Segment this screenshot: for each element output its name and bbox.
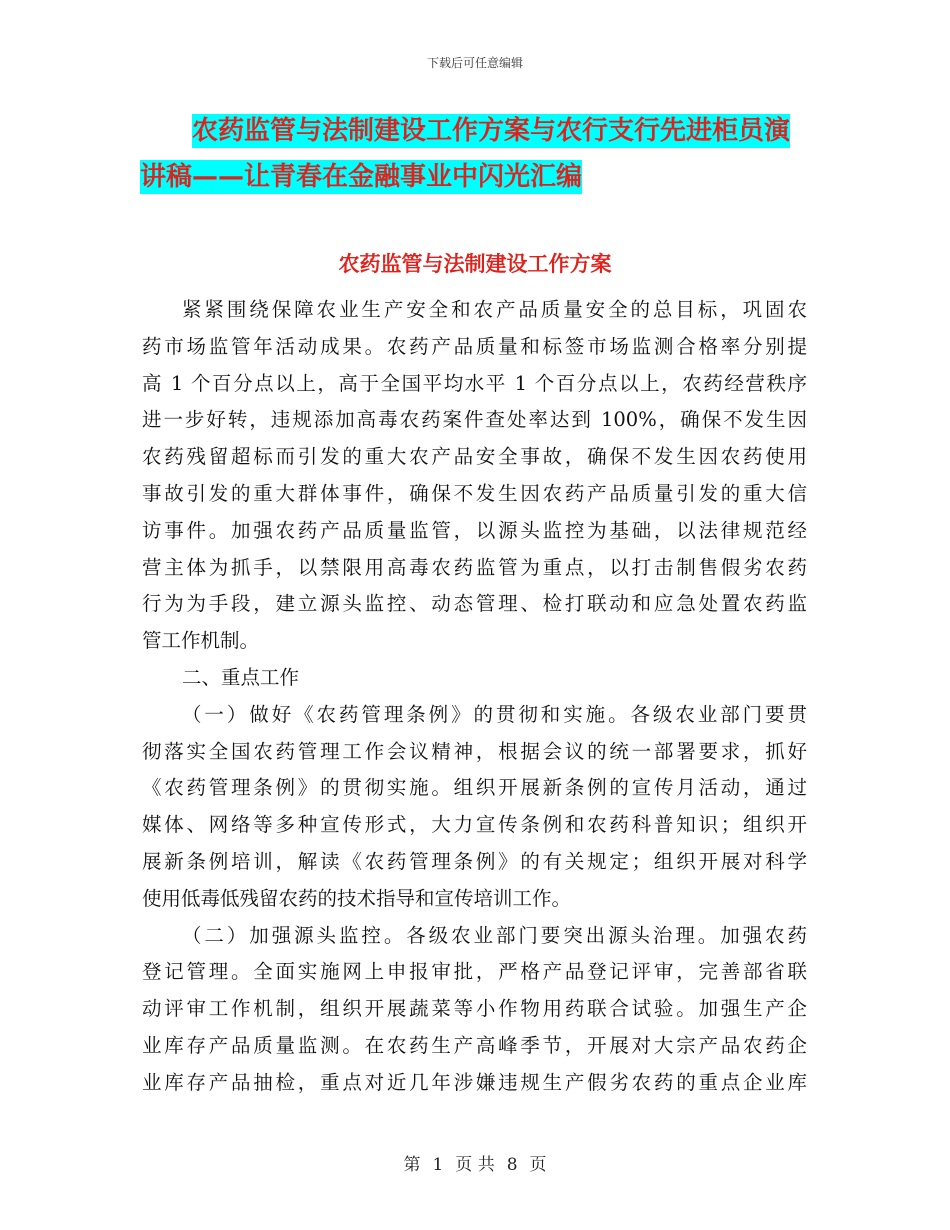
footer-prefix: 第	[403, 1155, 421, 1175]
footer-page-number: 1	[432, 1155, 444, 1175]
paragraph-1-line: 事故引发的重大群体事件，确保不发生因农药产品质量引发的重大信	[142, 481, 807, 505]
title-line-1-text: 农药监管与法制建设工作方案与农行支行先进柜员演	[192, 116, 791, 146]
paragraph-3-line: （二）加强源头监控。各级农业部门要突出源头治理。加强农药	[182, 923, 807, 947]
footer-mid: 页 共	[455, 1155, 495, 1175]
paragraph-1-line: 药市场监管年活动成果。农药产品质量和标签市场监测合格率分别提	[142, 334, 807, 358]
paragraph-1-line: 进一步好转，违规添加高毒农药案件查处率达到 100%，确保不发生因	[142, 408, 807, 432]
paragraph-1-line: 管工作机制。	[142, 629, 260, 653]
paragraph-1-line: 行为为手段，建立源头监控、动态管理、检打联动和应急处置农药监	[142, 592, 807, 616]
footer-suffix: 页	[529, 1155, 547, 1175]
document-title	[140, 108, 820, 200]
paragraph-2-line: 展新条例培训，解读《农药管理条例》的有关规定；组织开展对科学	[142, 849, 807, 873]
paragraph-1-line: 紧紧围绕保障农业生产安全和农产品质量安全的总目标，巩固农	[182, 298, 807, 321]
paragraph-3-line: 动评审工作机制，组织开展蔬菜等小作物用药联合试验。加强生产企	[142, 997, 807, 1021]
paragraph-1-line: 高 1 个百分点以上，高于全国平均水平 1 个百分点以上，农药经营秩序	[142, 371, 807, 395]
paragraph-3-line: 业库存产品抽检，重点对近几年涉嫌违规生产假劣农药的重点企业库	[142, 1070, 807, 1094]
paragraph-2-line: （一）做好《农药管理条例》的贯彻和实施。各级农业部门要贯	[182, 702, 807, 726]
paragraph-2-line: 《农药管理条例》的贯彻实施。组织开展新条例的宣传月活动，通过	[142, 776, 807, 800]
paragraph-1-line: 营主体为抓手，以禁限用高毒农药监管为重点，以打击制售假劣农药	[142, 555, 807, 579]
paragraph-2-line: 使用低毒低残留农药的技术指导和宣传培训工作。	[142, 886, 572, 910]
title-line-2	[140, 154, 820, 200]
paragraph-1-line: 访事件。加强农药产品质量监管，以源头监控为基础，以法律规范经	[142, 518, 807, 542]
paragraph-1-line: 农药残留超标而引发的重大农产品安全事故，确保不发生因农药使用	[142, 445, 807, 469]
header-note: 下载后可任意编辑	[426, 56, 523, 70]
title-line-2-text: 讲稿——让青春在金融事业中闪光汇编	[140, 162, 583, 192]
footer-total-pages: 8	[506, 1155, 518, 1175]
paragraph-3-line: 登记管理。全面实施网上申报审批，严格产品登记评审，完善部省联	[142, 960, 807, 984]
title-line-1	[140, 108, 820, 154]
body-text	[142, 292, 807, 1102]
page-footer	[0, 1150, 950, 1175]
paragraph-2-line: 媒体、网络等多种宣传形式，大力宣传条例和农药科普知识；组织开	[142, 813, 807, 837]
paragraph-2-line: 彻落实全国农药管理工作会议精神，根据会议的统一部署要求，抓好	[142, 739, 807, 763]
paragraph-3-line: 业库存产品质量监测。在农药生产高峰季节，开展对大宗产品农药企	[142, 1033, 807, 1057]
section-heading-key-work: 二、重点工作	[182, 665, 300, 689]
section-title: 农药监管与法制建设工作方案	[338, 252, 612, 276]
